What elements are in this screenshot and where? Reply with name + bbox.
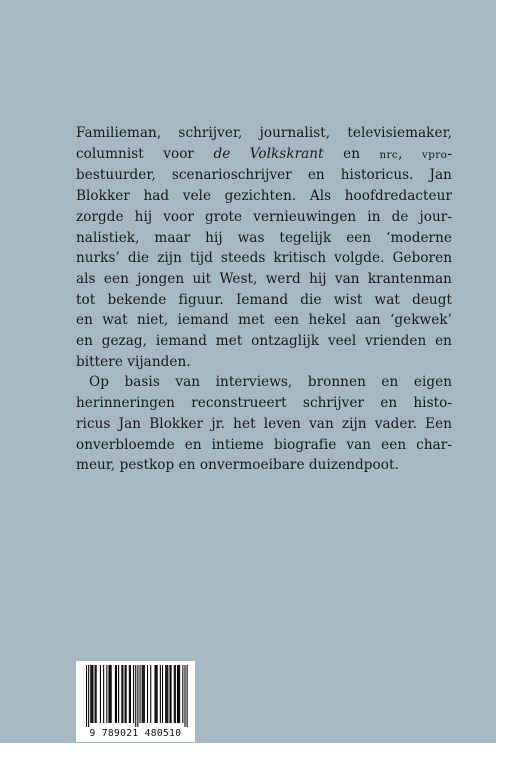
barcode-bar	[160, 665, 161, 723]
barcode-bar	[167, 665, 168, 723]
barcode-bar	[142, 665, 143, 723]
barcode-bar	[122, 665, 123, 723]
barcode-bar	[106, 665, 107, 723]
barcode-bar	[108, 665, 109, 723]
barcode-bar	[156, 665, 157, 723]
blurb-paragraph-2	[76, 372, 452, 476]
barcode-bar	[91, 665, 92, 723]
barcode-bar	[143, 665, 144, 723]
barcode-bar	[88, 665, 89, 727]
barcode-bar	[165, 665, 166, 723]
barcode-bar	[175, 665, 176, 723]
blurb-line: nurks’ die zijn tijd steeds kritisch volgde. Geboren	[76, 250, 452, 267]
isbn-number: 9 789021 480510	[89, 728, 182, 739]
blurb-line: als een jongen uit West, werd hij van krantenman	[76, 270, 452, 287]
blurb-line: nalistiek, maar hij was tegelijk een ‘moderne	[76, 229, 452, 246]
barcode-bar	[135, 665, 136, 727]
barcode-bar	[92, 665, 93, 723]
barcode-bar	[125, 665, 126, 723]
blurb-line: zorgde hij voor grote vernieuwingen in de jour-	[76, 208, 452, 225]
blurb-line: Familieman, schrijver, journalist, televisiemaker,	[76, 125, 452, 141]
barcode-bar	[182, 665, 183, 723]
barcode-bar	[144, 665, 145, 723]
blurb-paragraph-1	[76, 123, 452, 372]
blurb-line: columnist voor de Volkskrant en nrc, vpro-	[76, 145, 452, 162]
blurb-line: en wat niet, iemand met een hekel aan ‘gekwek’	[76, 312, 452, 329]
barcode-bar	[140, 665, 141, 723]
barcode-bar	[110, 665, 111, 723]
barcode-bar	[162, 665, 163, 723]
blurb-line: meur, pestkop en onvermoeibare duizendpoot.	[76, 457, 399, 474]
barcode-bar	[100, 665, 101, 723]
barcode-bar	[129, 665, 130, 723]
barcode-bar	[179, 665, 180, 723]
barcode-bar	[130, 665, 131, 723]
barcode-bar	[86, 665, 87, 727]
barcode-bar	[118, 665, 119, 723]
blurb-line: Op basis van interviews, bronnen en eigen	[89, 374, 452, 391]
barcode-bar	[184, 665, 185, 727]
blurb-line: bittere vijanden.	[76, 353, 191, 370]
barcode-bar	[150, 665, 151, 723]
barcode-bar	[174, 665, 175, 723]
blurb-line: tot bekende figuur. Iemand die wist wat deugt	[76, 291, 452, 308]
barcode-bar	[133, 665, 134, 723]
blurb-line: herinneringen reconstrueert schrijver en histo-	[76, 395, 452, 412]
barcode-bar	[154, 665, 155, 723]
blurb-line: Blokker had vele gezichten. Als hoofdredacteur	[76, 188, 452, 205]
barcode-bar	[166, 665, 167, 723]
barcode-bar	[116, 665, 117, 723]
blurb-line: ricus Jan Blokker jr. het leven van zijn vader. Een	[76, 415, 452, 432]
isbn-barcode	[76, 661, 195, 742]
barcode-bar	[90, 665, 91, 723]
barcode-bar	[178, 665, 179, 723]
blurb-line: en gezag, iemand met ontzaglijk veel vrienden en	[76, 333, 452, 350]
barcode-bar	[171, 665, 172, 723]
barcode-bar	[177, 665, 178, 723]
barcode-bar	[95, 665, 96, 723]
barcode-bar	[111, 665, 112, 723]
blurb-text	[76, 123, 452, 476]
barcode-bar	[121, 665, 122, 723]
barcode-bar	[115, 665, 116, 723]
blurb-line: onverbloemde en intieme biografie van een char-	[76, 436, 452, 453]
barcode-bar	[137, 665, 138, 727]
blurb-line: bestuurder, scenarioschrijver en historicus. Jan	[76, 167, 452, 184]
barcode-bar	[187, 665, 188, 727]
barcode-bar	[169, 665, 170, 723]
barcode-bar	[126, 665, 127, 723]
barcode-bar	[157, 665, 158, 723]
barcode-bar	[96, 665, 97, 723]
barcode-bar	[103, 665, 104, 723]
barcode-bar	[147, 665, 148, 723]
barcode-bars	[76, 661, 195, 731]
